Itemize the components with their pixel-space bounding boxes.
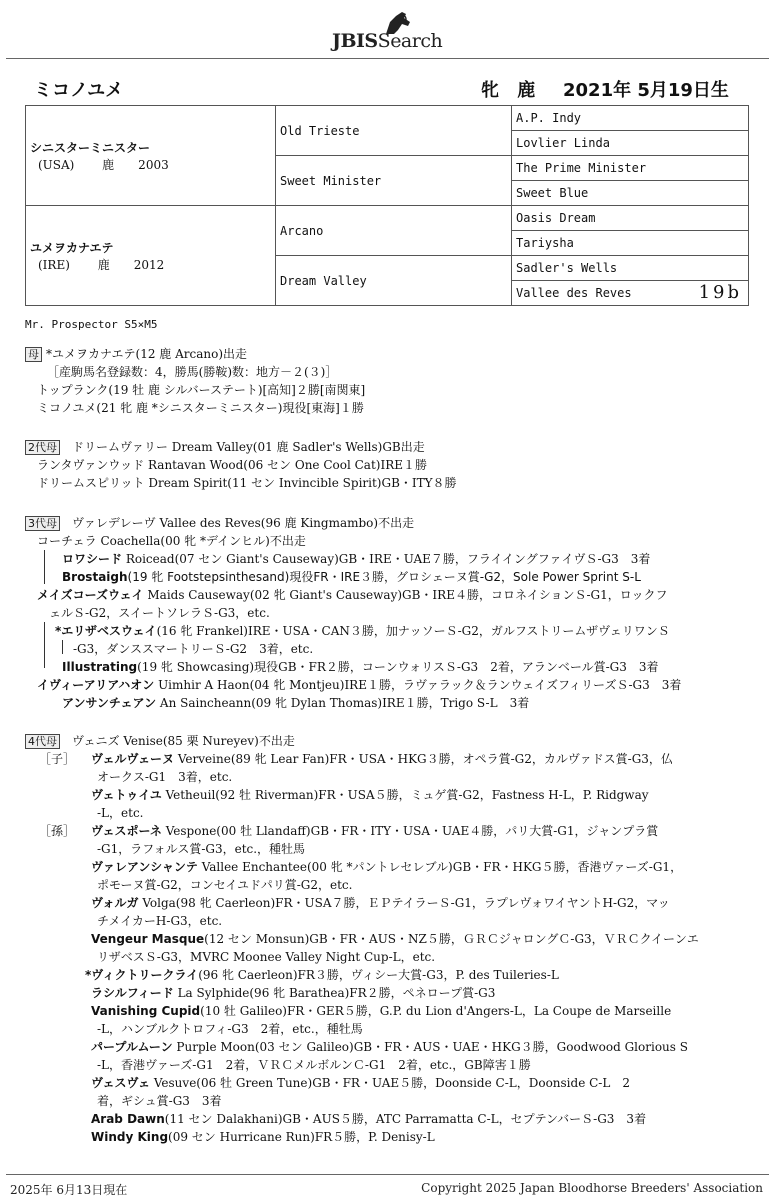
horse-link[interactable]: ヴェスヴェ xyxy=(91,1076,151,1090)
great-grandparent-1[interactable]: A.P. Indy xyxy=(512,106,749,131)
section-tag-fourth-dam: 4代母 xyxy=(25,734,60,749)
horse-detail: Uimhir A Haon(04 牝 Montjeu)IRE１勝，ラヴァラック＆ランウェイズフィリーズＳ-G3 3着 xyxy=(154,678,682,692)
horse-link[interactable]: パープルムーン xyxy=(91,1040,173,1054)
sire-info: (USA) 鹿 2003 xyxy=(38,157,169,172)
dam-info: (IRE) 鹿 2012 xyxy=(38,257,165,272)
footer-divider xyxy=(6,1174,769,1175)
sire-cell xyxy=(26,106,276,206)
tree-connector xyxy=(44,550,45,584)
logo-search: Search xyxy=(377,30,443,52)
great-grandparent-4[interactable]: Sweet Blue xyxy=(512,181,749,206)
horse-link[interactable]: ヴァレアンシャンテ xyxy=(91,860,198,874)
as-of-date: 2025年 6月13日現在 xyxy=(10,1183,128,1197)
horse-link[interactable]: ロワシード xyxy=(62,552,123,566)
horse-link[interactable]: ヴェルヴェーヌ xyxy=(91,752,175,766)
great-grandparent-8[interactable]: Vallee des Reves xyxy=(516,286,632,300)
horse-detail: An Saincheann(09 牝 Dylan Thomas)IRE１勝，Trigo S-L 3着 xyxy=(156,696,530,710)
horse-link[interactable]: ヴェトゥイユ xyxy=(91,788,162,802)
horse-detail: (16 牝 Frankel)IRE・USA・CAN３勝，加ナッソーＳ-G2，ガルフストリームザヴェリワンＳ xyxy=(156,624,670,638)
section-line: コーチェラ Coachella(00 牝 *デインヒル)不出走 xyxy=(37,534,306,548)
section-line: ［産駒馬名登録数：4，勝馬(勝鞍)数：地方－２(３)］ xyxy=(47,365,338,379)
horse-detail: Volga(98 牝 Caerleon)FR・USA７勝，ＥＰテイラーＳ-G1，ラプレヴォワイヤントH-G2，マッ xyxy=(138,896,670,910)
horse-detail: Purple Moon(03 セン Galileo)GB・FR・AUS・UAE・HKG３勝，Goodwood Glorious S xyxy=(172,1040,688,1054)
horse-detail: Maids Causeway(02 牝 Giant's Causeway)GB・IRE４勝，コロネイションＳ-G1，ロックフ xyxy=(143,588,668,602)
jbis-search-logo[interactable] xyxy=(318,6,468,56)
horse-detail: La Sylphide(96 牝 Barathea)FR２勝，ペネロープ賞-G3 xyxy=(173,986,496,1000)
horse-detail: オークス-G1 3着，etc. xyxy=(97,770,233,784)
generation-label: ［子］ xyxy=(39,752,76,766)
fourth-dam-section xyxy=(25,732,699,1146)
horse-detail: -G1，ラフォルス賞-G3，etc.，種牡馬 xyxy=(97,842,306,856)
tree-connector xyxy=(62,640,63,654)
section-tag-third-dam: 3代母 xyxy=(25,516,60,531)
horse-link[interactable]: メイズコーズウェイ xyxy=(37,588,144,602)
section-tag-second-dam: 2代母 xyxy=(25,440,60,455)
third-dam-section xyxy=(25,514,681,712)
horse-detail: リザベスＳ-G3，MVRC Moonee Valley Night Cup-L，etc. xyxy=(97,950,436,964)
horse-detail: -L，ハンブルクトロフィ-G3 2着，etc.，種牡馬 xyxy=(97,1022,363,1036)
horse-birthdate: 2021年 5月19日生 xyxy=(563,80,729,101)
horse-detail: チメイカーH-G3，etc. xyxy=(97,914,223,928)
great-grandparent-2[interactable]: Lovlier Linda xyxy=(512,131,749,156)
section-line: *ユメヲカナエテ(12 鹿 Arcano)出走 xyxy=(46,347,248,361)
horse-detail: (09 セン Hurricane Run)FR５勝，P. Denisy-L xyxy=(168,1130,435,1144)
horse-link[interactable]: Arab Dawn xyxy=(91,1112,165,1126)
horse-detail: -L，etc. xyxy=(97,806,144,820)
section-line: ドリームヴァリー Dream Valley(01 鹿 Sadler's Wells)GB出走 xyxy=(72,440,425,454)
horse-detail: (96 牝 Caerleon)FR３勝，ヴィシー大賞-G3，P. des Tuileries-L xyxy=(198,968,559,982)
section-tag-dam: 母 xyxy=(25,347,42,362)
horse-detail: Vesuve(06 牡 Green Tune)GB・FR・UAE５勝，Doonside C-L，Doonside C-L 2 xyxy=(150,1076,630,1090)
section-line: ランタヴァンウッド Rantavan Wood(06 セン One Cool Cat)IRE１勝 xyxy=(37,458,427,472)
horse-link[interactable]: ヴェスポーネ xyxy=(91,824,162,838)
great-grandparent-6[interactable]: Tariysha xyxy=(512,231,749,256)
header-divider xyxy=(6,58,769,59)
horse-sex-color: 牝 鹿 xyxy=(481,80,542,101)
sire-name[interactable]: シニスターミニスター xyxy=(30,140,151,155)
horse-name: ミコノユメ xyxy=(34,80,124,101)
grandparent-2[interactable]: Sweet Minister xyxy=(276,156,512,206)
horse-link[interactable]: ラシルフィード xyxy=(91,986,174,1000)
great-grandparent-5[interactable]: Oasis Dream xyxy=(512,206,749,231)
horse-detail: (10 牡 Galileo)FR・GER５勝，G.P. du Lion d'Angers-L，La Coupe de Marseille xyxy=(200,1004,672,1018)
horse-link[interactable]: Windy King xyxy=(91,1130,169,1144)
horse-link[interactable]: アンサンチェアン xyxy=(62,696,157,710)
great-grandparent-8-cell xyxy=(512,281,749,306)
inbreeding-note: Mr. Prospector S5×M5 xyxy=(25,318,158,331)
horse-detail: Verveine(89 牝 Lear Fan)FR・USA・HKG３勝，オペラ賞-G2，カルヴァドス賞-G3，仏 xyxy=(174,752,673,766)
second-dam-section xyxy=(25,438,457,492)
horse-detail: -G3，ダンススマートリーＳ-G2 3着，etc. xyxy=(73,642,314,656)
horse-link[interactable]: ヴォルガ xyxy=(91,896,139,910)
section-line: ミコノユメ(21 牝 鹿 *シニスターミニスター)現役[東海]１勝 xyxy=(37,401,364,415)
horse-detail: 着，ギシュ賞-G3 3着 xyxy=(97,1094,222,1108)
logo-jbis: JBIS xyxy=(332,30,378,52)
dam-cell xyxy=(26,206,276,306)
horse-link[interactable]: Brostaigh xyxy=(62,570,128,584)
tree-connector xyxy=(44,622,45,668)
horse-link[interactable]: *ヴィクトリークライ xyxy=(85,968,199,982)
dam-section xyxy=(25,345,365,417)
horse-detail: -L，香港ヴァーズ-G1 2着，ＶＲＣメルボルンＣ-G1 2着，etc.，GB障害１勝 xyxy=(97,1058,531,1072)
section-line: ヴァレデレーヴ Vallee des Reves(96 鹿 Kingmambo)不出走 xyxy=(72,516,415,530)
horse-link[interactable]: Vanishing Cupid xyxy=(91,1004,201,1018)
family-number: 19b xyxy=(698,282,742,303)
grandparent-3[interactable]: Arcano xyxy=(276,206,512,256)
horse-detail: (12 セン Monsun)GB・FR・AUS・NZ５勝，ＧＲＣジャロングＣ-G3，ＶＲＣクイーンエ xyxy=(204,932,699,946)
horse-detail: ポモーヌ賞-G2，コンセイユドパリ賞-G2，etc. xyxy=(97,878,353,892)
grandparent-1[interactable]: Old Trieste xyxy=(276,106,512,156)
dam-name[interactable]: ユメヲカナエテ xyxy=(30,240,114,255)
horse-detail: (11 セン Dalakhani)GB・AUS５勝，ATC Parramatta C-L，セプテンバーＳ-G3 3着 xyxy=(164,1112,647,1126)
pedigree-table xyxy=(25,105,749,306)
horse-detail: ェルＳ-G2，スイートソレラＳ-G3，etc. xyxy=(49,606,270,620)
horse-link[interactable]: *エリザベスウェイ xyxy=(55,624,157,638)
horse-detail: (19 牝 Footstepsinthesand)現役FR・IRE３勝，グロシェーヌ賞-G2，Sole Power Sprint S-L xyxy=(127,570,641,584)
copyright: Copyright 2025 Japan Bloodhorse Breeders' Association xyxy=(421,1181,763,1195)
horse-detail: Roicead(07 セン Giant's Causeway)GB・IRE・UAE７勝，フライイングファイヴＳ-G3 3着 xyxy=(122,552,651,566)
horse-detail: (19 牝 Showcasing)現役GB・FR２勝，コーンウォリスＳ-G3 2着，アランベール賞-G3 3着 xyxy=(137,660,659,674)
grandparent-4[interactable]: Dream Valley xyxy=(276,256,512,306)
generation-label: ［孫］ xyxy=(39,824,76,838)
great-grandparent-3[interactable]: The Prime Minister xyxy=(512,156,749,181)
horse-detail: Vetheuil(92 牡 Riverman)FR・USA５勝，ミュゲ賞-G2，Fastness H-L，P. Ridgway xyxy=(161,788,649,802)
section-line: トップランク(19 牡 鹿 シルバーステート)[高知]２勝[南関東] xyxy=(37,383,366,397)
section-line: ドリームスピリット Dream Spirit(11 セン Invincible Spirit)GB・ITY８勝 xyxy=(37,476,457,490)
great-grandparent-7[interactable]: Sadler's Wells xyxy=(512,256,749,281)
horse-detail: Vespone(00 牡 Llandaff)GB・FR・ITY・USA・UAE４勝，パリ大賞-G1，ジャンプラ賞 xyxy=(161,824,659,838)
horse-detail: Vallee Enchantee(00 牝 *パントレセレブル)GB・FR・HKG５勝，香港ヴァーズ-G1， xyxy=(197,860,683,874)
section-line: ヴェニズ Venise(85 栗 Nureyev)不出走 xyxy=(72,734,295,748)
horse-link[interactable]: イヴィーアリアハオン xyxy=(37,678,155,692)
horse-link[interactable]: Vengeur Masque xyxy=(91,932,205,946)
horse-link[interactable]: Illustrating xyxy=(62,660,138,674)
